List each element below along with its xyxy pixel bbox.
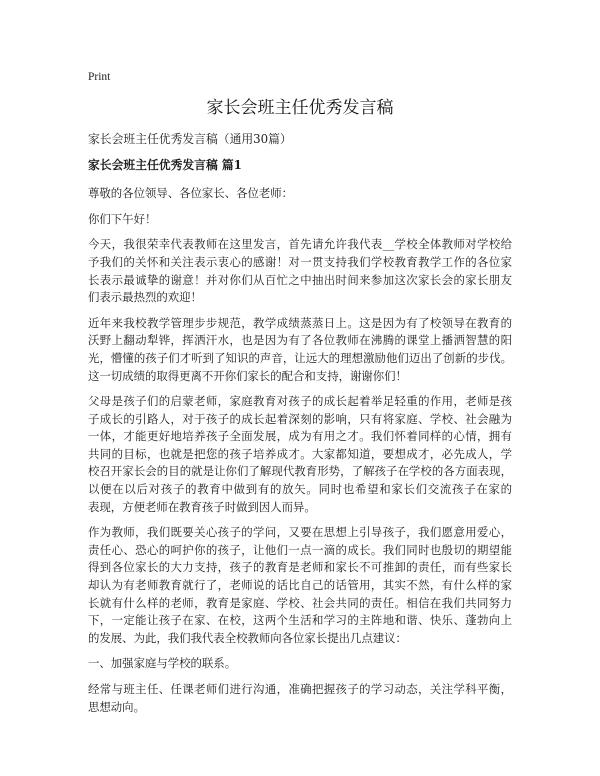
paragraph-4 xyxy=(88,524,512,647)
print-link[interactable]: Print xyxy=(88,71,111,83)
paragraph-line: 得到各位家长的大力支持，孩子的教育是老师和家长不可推卸的责任，而有些家长 xyxy=(88,560,512,575)
document-subtitle: 家长会班主任优秀发言稿（通用30篇） xyxy=(88,132,292,147)
paragraph-line: 共同的目标，也就是把您的孩子培养成才。大家都知道，要想成才，必先成人，学 xyxy=(88,446,512,461)
paragraph-line: 光，懵懂的孩子们才听到了知识的声音，让远大的理想激励他们迈出了创新的步伐。 xyxy=(88,350,512,365)
paragraph-1 xyxy=(88,236,512,306)
paragraph-line: 父母是孩子们的启蒙老师，家庭教育对孩子的成长起着举足轻重的作用，老师是孩 xyxy=(88,394,512,409)
paragraph-line: 予我们的关怀和关注表示衷心的感谢！对一贯支持我们学校教育教学工作的各位家 xyxy=(88,254,512,269)
paragraph-line: 沃野上翻动犁铧，挥洒汗水，也是因为有了各位教师在沸腾的课堂上播洒智慧的阳 xyxy=(88,333,512,348)
salutation: 尊敬的各位领导、各位家长、各位老师： xyxy=(88,186,294,201)
paragraph-line: 长就有什么样的老师，教育是家庭、学校、社会共同的责任。相信在我们共同努力 xyxy=(88,595,512,610)
section-heading: 家长会班主任优秀发言稿 篇1 xyxy=(88,158,242,173)
paragraph-line: 表现，方便老师在教育孩子时做到因人而异。 xyxy=(88,499,316,514)
paragraph-line: 的发展、为此，我们我代表全校教师向各位家长提出几点建议： xyxy=(88,630,407,645)
paragraph-line: 下，一定能让孩子在家、在校，这两个生活和学习的主阵地和谐、快乐、蓬勃向上 xyxy=(88,613,512,628)
document-title: 家长会班主任优秀发言稿 xyxy=(206,98,394,118)
paragraph-line: 思想动向。 xyxy=(88,699,145,714)
paragraph-line: 一体，才能更好地培养孩子全面发展，成为有用之才。我们怀着同样的心情，拥有 xyxy=(88,429,512,444)
paragraph-line: 们表示最热烈的欢迎！ xyxy=(88,290,202,305)
paragraph-line: 经常与班主任、任课老师们进行沟通，准确把握孩子的学习动态，关注学科平衡， xyxy=(88,682,512,696)
paragraph-5 xyxy=(88,681,512,716)
paragraph-3 xyxy=(88,393,512,516)
paragraph-line: 近年来我校教学管理步步规范，教学成绩蒸蒸日上。这是因为有了校领导在教育的 xyxy=(88,315,512,330)
greeting: 你们下午好！ xyxy=(88,211,157,226)
paragraph-line: 作为教师，我们既要关心孩子的学问，又要在思想上引导孩子，我们愿意用爱心， xyxy=(88,525,512,540)
document-body xyxy=(88,131,512,724)
paragraph-line: 校召开家长会的目的就是让你们了解现代教育形势，了解孩子在学校的各方面表现， xyxy=(88,464,512,479)
point-heading: 一、加强家庭与学校的联系。 xyxy=(88,656,237,671)
paragraph-line: 长表示最诚挚的谢意！并对你们从百忙之中抽出时间来参加这次家长会的家长朋友 xyxy=(88,272,512,287)
paragraph-line: 这一切成绩的取得更离不开你们家长的配合和支持，谢谢你们！ xyxy=(88,368,407,383)
paragraph-line: 子成长的引路人，对于孩子的成长起着深刻的影响，只有将家庭、学校、社会融为 xyxy=(88,411,512,426)
paragraph-2 xyxy=(88,315,512,385)
paragraph-line: 以便在以后对孩子的教育中做到有的放矢。同时也希望和家长们交流孩子在家的 xyxy=(88,482,512,497)
paragraph-line: 责任心、恐心的呵护你的孩子，让他们一点一滴的成长。我们同时也殷切的期望能 xyxy=(88,542,512,557)
paragraph-line: 却认为有老师教育就行了，老师说的话比自己的话管用，其实不然，有什么样的家 xyxy=(88,578,512,593)
paragraph-line: 今天，我很荣幸代表教师在这里发言，首先请允许我代表__学校全体教师对学校给 xyxy=(88,237,512,252)
